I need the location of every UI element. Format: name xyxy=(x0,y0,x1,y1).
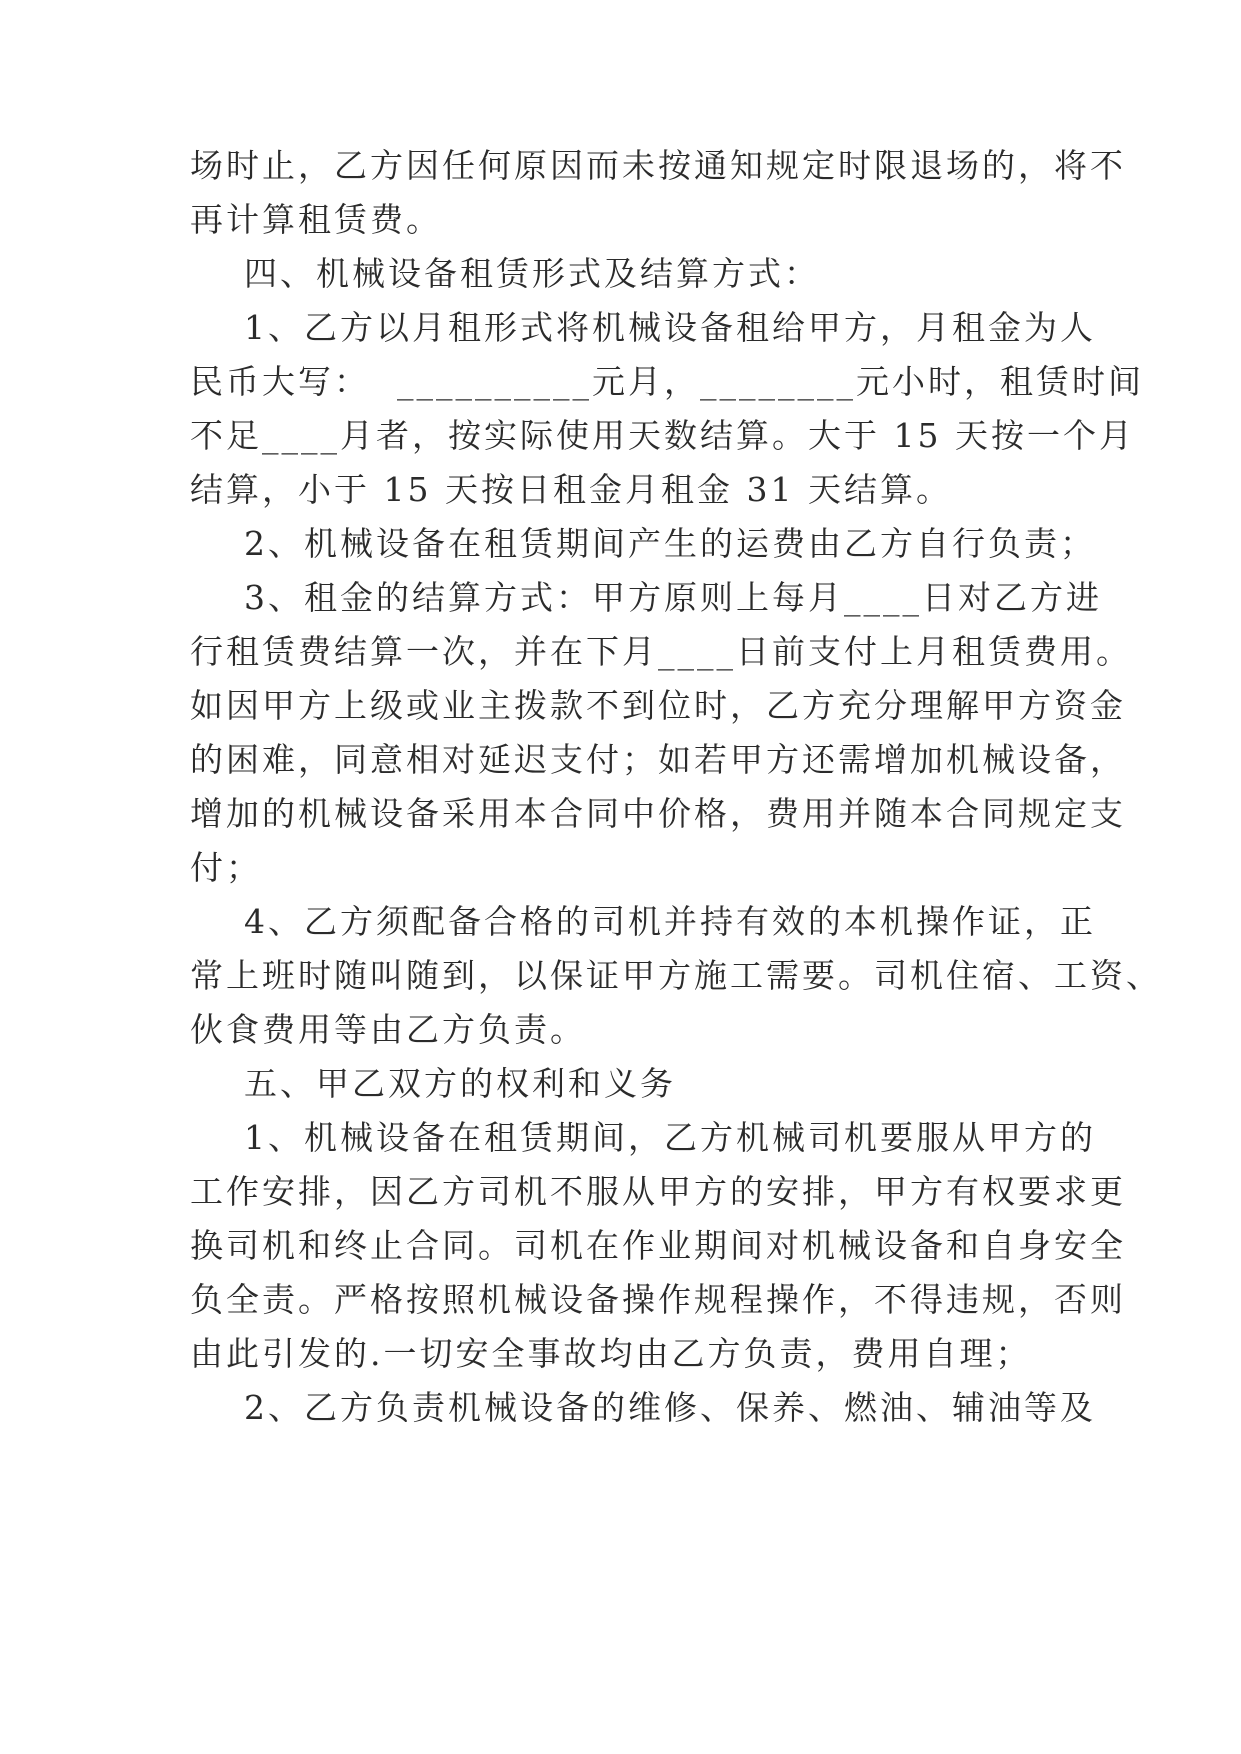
text-line: 如因甲方上级或业主拨款不到位时，乙方充分理解甲方资金 xyxy=(190,686,1126,725)
text-line: 民币大写： __________元月，________元小时，租赁时间 xyxy=(190,362,1144,401)
text-line: 不足____月者，按实际使用天数结算。大于 15 天按一个月 xyxy=(190,416,1135,455)
section-heading: 四、机械设备租赁形式及结算方式： xyxy=(190,254,820,293)
text-line: 1、机械设备在租赁期间，乙方机械司机要服从甲方的 xyxy=(190,1118,1096,1157)
text-line: 增加的机械设备采用本合同中价格，费用并随本合同规定支 xyxy=(190,794,1126,833)
text-line: 再计算租赁费。 xyxy=(190,200,442,239)
text-line: 付； xyxy=(190,848,262,887)
text-line: 4、乙方须配备合格的司机并持有效的本机操作证，正 xyxy=(190,902,1096,941)
text-line: 2、机械设备在租赁期间产生的运费由乙方自行负责； xyxy=(190,524,1096,563)
text-line: 行租赁费结算一次，并在下月____日前支付上月租赁费用。 xyxy=(190,632,1132,671)
text-line: 结算，小于 15 天按日租金月租金 31 天结算。 xyxy=(190,470,952,509)
text-line: 换司机和终止合同。司机在作业期间对机械设备和自身安全 xyxy=(190,1226,1126,1265)
text-line: 1、乙方以月租形式将机械设备租给甲方，月租金为人 xyxy=(190,308,1096,347)
text-line: 工作安排，因乙方司机不服从甲方的安排，甲方有权要求更 xyxy=(190,1172,1126,1211)
text-line: 由此引发的.一切安全事故均由乙方负责，费用自理； xyxy=(190,1334,1032,1373)
text-line: 的困难，同意相对延迟支付；如若甲方还需增加机械设备， xyxy=(190,740,1126,779)
section-heading: 五、甲乙双方的权利和义务 xyxy=(190,1064,676,1103)
text-line: 负全责。严格按照机械设备操作规程操作，不得违规，否则 xyxy=(190,1280,1126,1319)
text-line: 2、乙方负责机械设备的维修、保养、燃油、辅油等及 xyxy=(190,1388,1096,1427)
text-line: 伙食费用等由乙方负责。 xyxy=(190,1010,586,1049)
text-line: 场时止，乙方因任何原因而未按通知规定时限退场的，将不 xyxy=(190,146,1126,185)
text-line: 常上班时随叫随到，以保证甲方施工需要。司机住宿、工资、 xyxy=(190,956,1162,995)
text-line: 3、租金的结算方式：甲方原则上每月____日对乙方进 xyxy=(190,578,1102,617)
